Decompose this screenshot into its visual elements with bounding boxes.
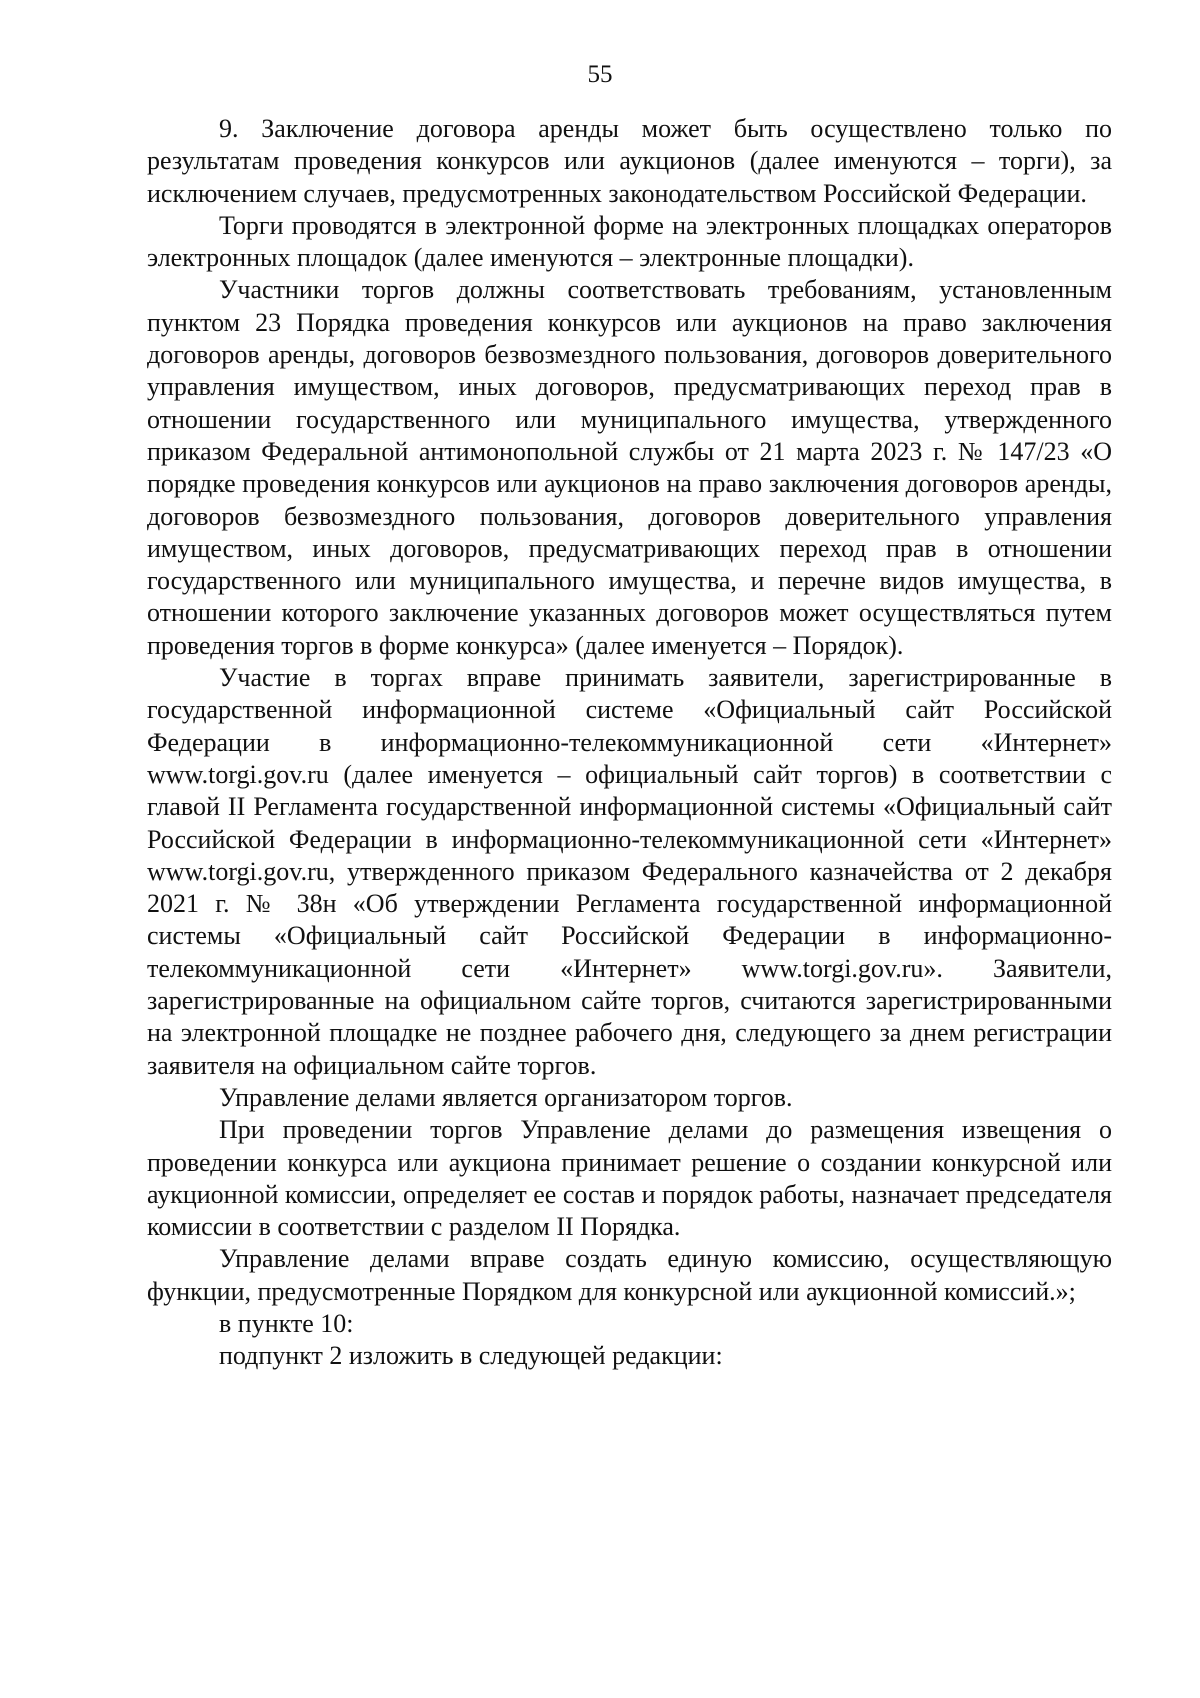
paragraph-participants-requirements: Участники торгов должны соответствовать требованиям, установленным пунктом 23 Порядка проведения конкурсов или аукционов на право заключения договоров аренды, договоров безвозмездного пользования, договоров доверительного управления имуществом, иных договоров, предусматривающих переход прав в отношении государственного или муниципального имущества, утвержденного приказом Федеральной антимонопольной службы от 21 марта 2023 г. № 147/23 «О порядке проведения конкурсов или аукционов на право заключения договоров аренды, договоров безвозмездного пользования, договоров доверительного управления имуществом, иных договоров, предусматривающих переход прав в отношении государственного или муниципального имущества, и перечне видов имущества, в отношении которого заключение указанных договоров может осуществляться путем проведения торгов в форме конкурса» (далее именуется – Порядок). — [147, 275, 1112, 660]
paragraph-organizer: Управление делами является организатором торгов. — [219, 1082, 793, 1112]
paragraph-electronic-form: Торги проводятся в электронной форме на электронных площадках операторов электронных площадок (далее именуются – электронные площадки). — [147, 210, 1112, 273]
paragraph-single-commission: Управление делами вправе создать единую комиссию, осуществляющую функции, предусмотренные Порядком для конкурсной или аукционной комиссий.»; — [147, 1244, 1112, 1306]
line-subpoint-2: подпункт 2 изложить в следующей редакции: — [219, 1341, 723, 1371]
line-point-10: в пункте 10: — [219, 1308, 354, 1338]
paragraph-applicants-registration: Участие в торгах вправе принимать заявители, зарегистрированные в государственной информационной системе «Официальный сайт Российской Федерации в информационно-телекоммуникационной сети «Интернет» www.torgi.gov.ru (далее именуется – официальный сайт торгов) в соответствии с главой II Регламента государственной информационной системы «Официальный сайт Российской Федерации в информационно-телекоммуникационной сети «Интернет» www.torgi.gov.ru, утвержденного приказом Федерального казначейства от 2 декабря 2021 г. № 38н «Об утверждении Регламента государственной информационной системы «Официальный сайт Российской Федерации в информационно-телекоммуникационной сети «Интернет» www.torgi.gov.ru». Заявители, зарегистрированные на официальном сайте торгов, считаются зарегистрированными на электронной площадке не позднее рабочего дня, следующего за днем регистрации заявителя на официальном сайте торгов. — [147, 663, 1112, 1080]
paragraph-lease-contract: 9. Заключение договора аренды может быть осуществлено только по результатам проведения конкурсов или аукционов (далее именуются – торги), за исключением случаев, предусмотренных законодательством Российской Федерации. — [147, 114, 1112, 208]
paragraph-commission-creation: При проведении торгов Управление делами до размещения извещения о проведении конкурса или аукциона принимает решение о создании конкурсной или аукционной комиссии, определяет ее состав и порядок работы, назначает председателя комиссии в соответствии с разделом II Порядка. — [147, 1115, 1112, 1242]
page-number: 55 — [587, 61, 613, 88]
document-body — [147, 113, 1112, 1373]
